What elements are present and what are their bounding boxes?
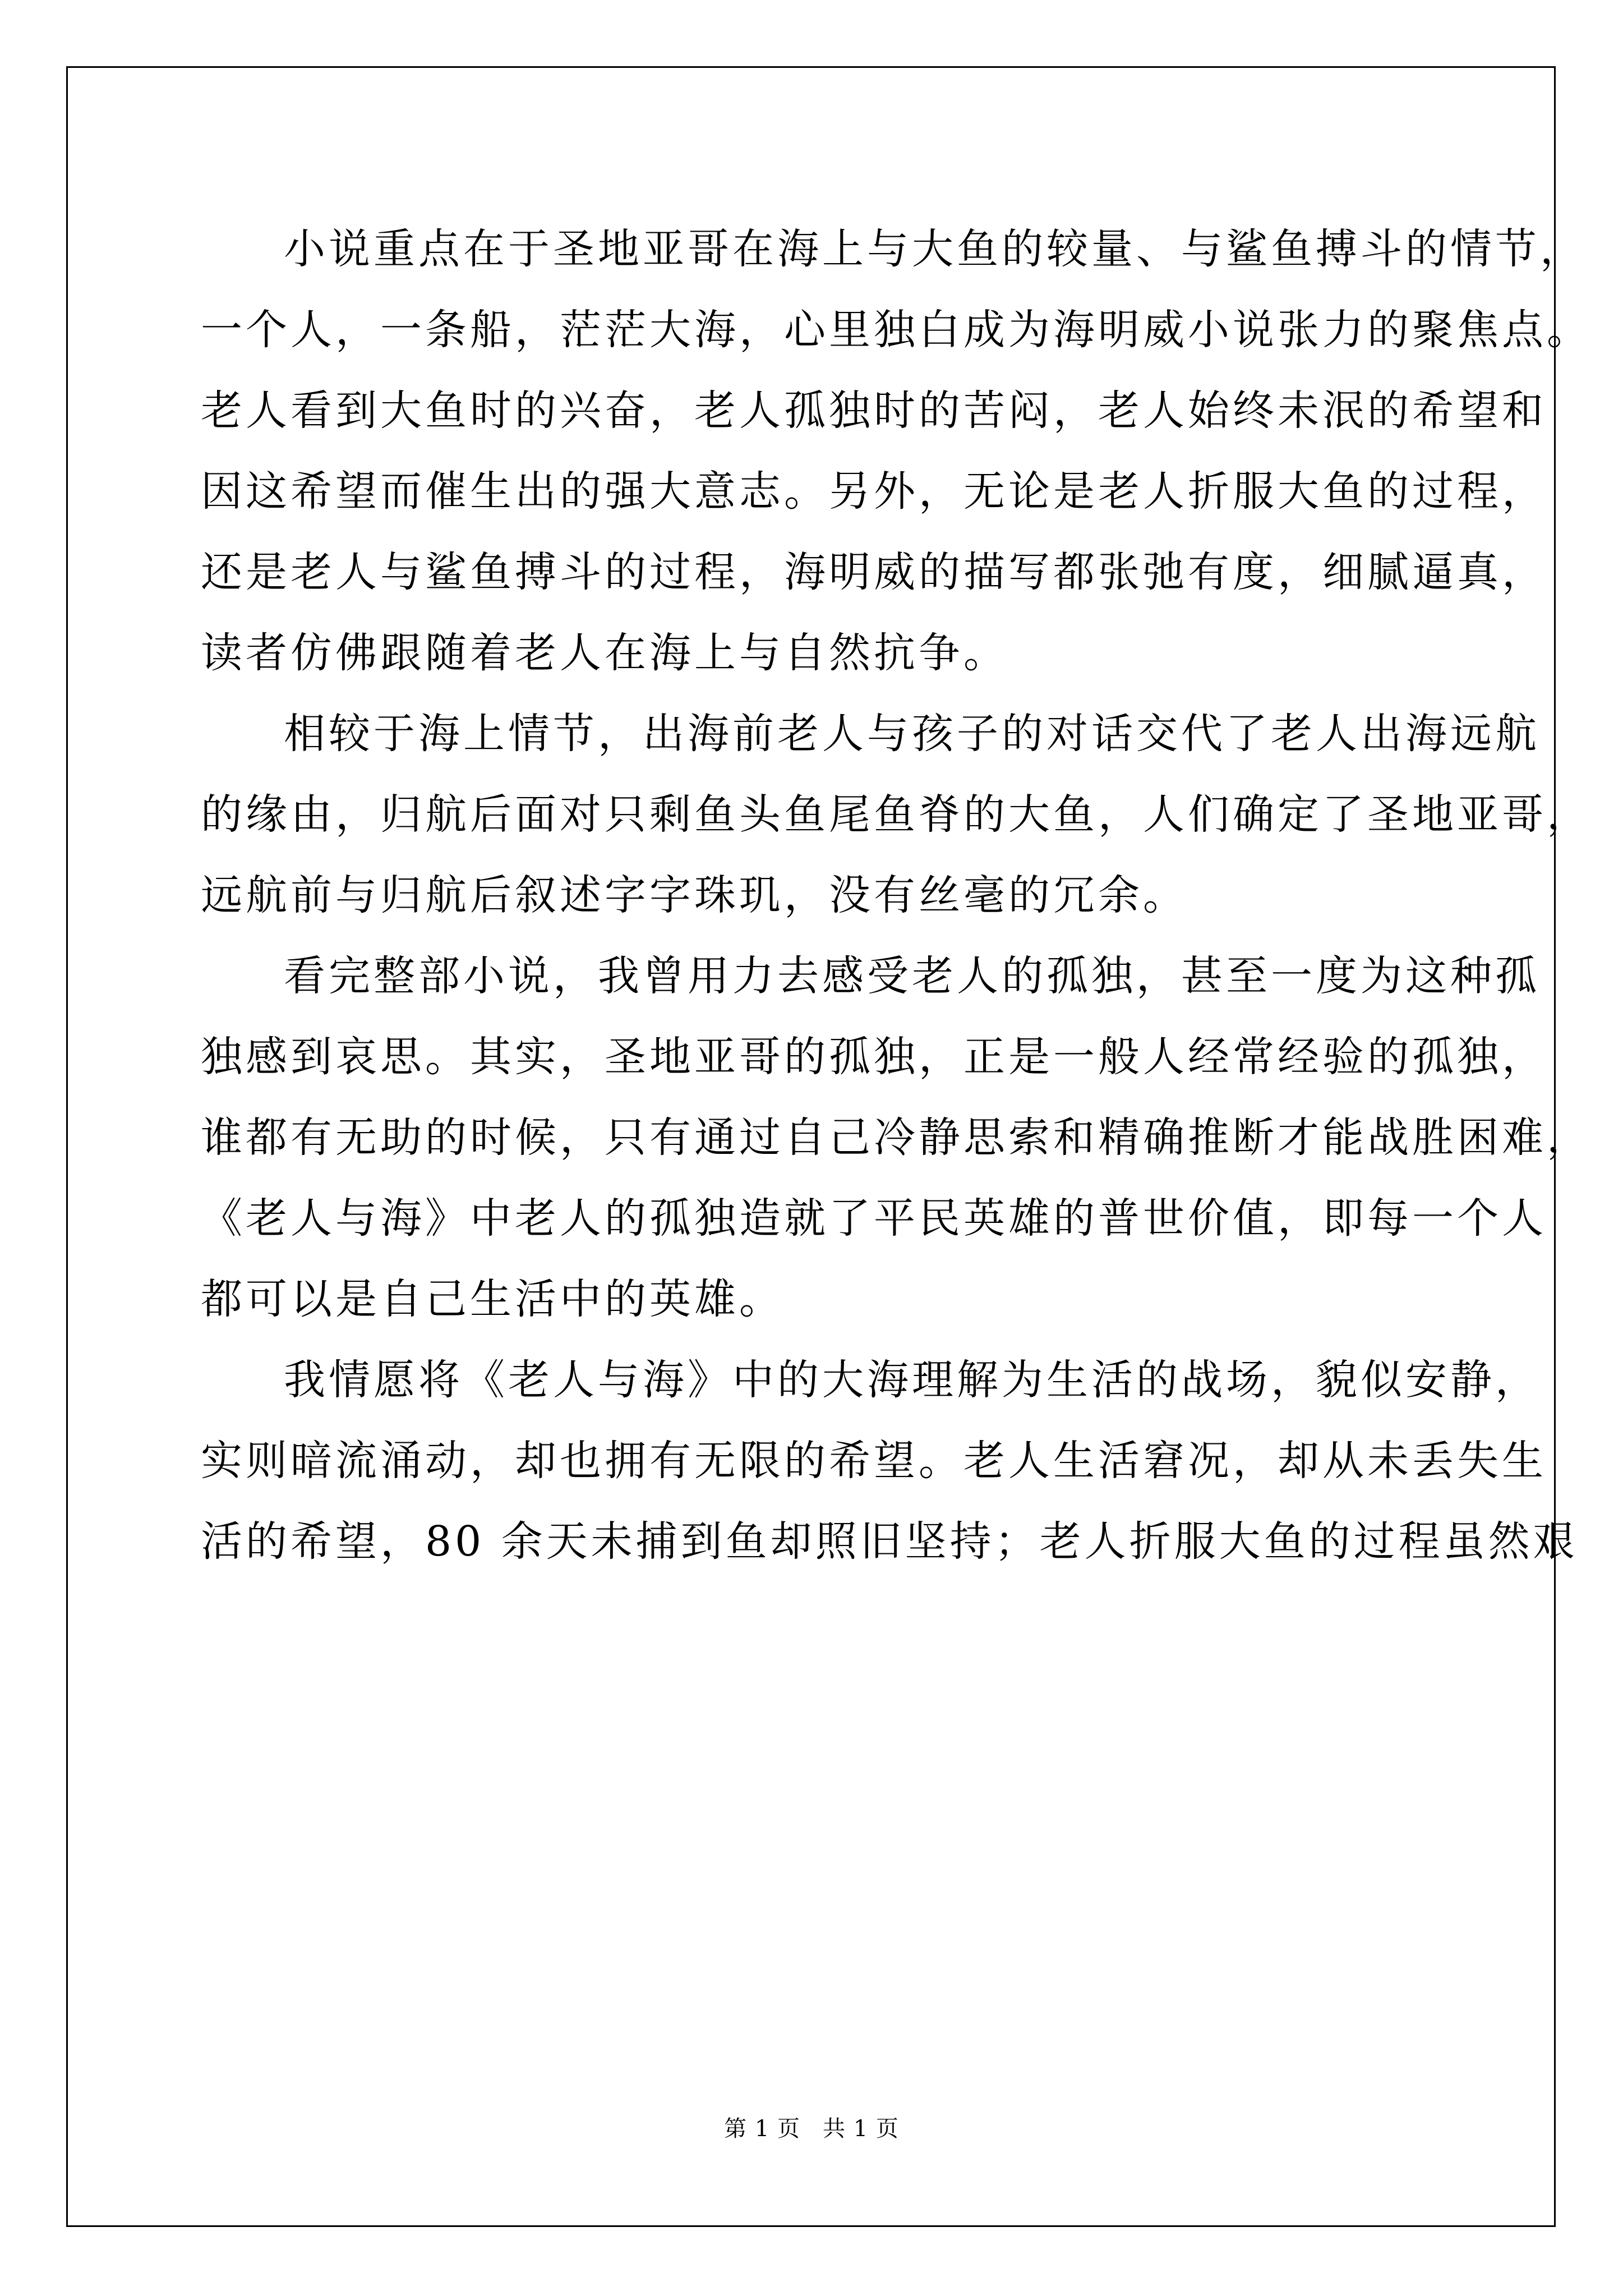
page-footer xyxy=(0,2112,1623,2146)
text-line: 的缘由，归航后面对只剩鱼头鱼尾鱼脊的大鱼，人们确定了圣地亚哥， xyxy=(201,790,1592,839)
text-line: 看完整部小说，我曾用力去感受老人的孤独，甚至一度为这种孤 xyxy=(284,952,1540,1000)
text-line: 实则暗流涌动，却也拥有无限的希望。老人生活窘况，却从未丢失生 xyxy=(201,1437,1547,1485)
text-line: 谁都有无助的时候，只有通过自己冷静思索和精确推断才能战胜困难， xyxy=(201,1114,1592,1162)
text-line: 相较于海上情节，出海前老人与孩子的对话交代了老人出海远航 xyxy=(284,710,1540,758)
text-line: 小说重点在于圣地亚哥在海上与大鱼的较量、与鲨鱼搏斗的情节， xyxy=(284,225,1585,273)
page-number-current: 第 1 页 xyxy=(724,2116,800,2142)
text-line: 读者仿佛跟随着老人在海上与自然抗争。 xyxy=(201,629,1008,677)
text-line: 还是老人与鲨鱼搏斗的过程，海明威的描写都张弛有度，细腻逼真， xyxy=(201,548,1547,596)
document-body xyxy=(201,209,1592,1582)
text-line: 《老人与海》中老人的孤独造就了平民英雄的普世价值，即每一个人 xyxy=(201,1194,1547,1243)
text-line: 一个人，一条船，茫茫大海，心里独白成为海明威小说张力的聚焦点。 xyxy=(201,306,1592,354)
text-line: 都可以是自己生活中的英雄。 xyxy=(201,1275,784,1323)
text-line: 活的希望，80 余天未捕到鱼却照旧坚持；老人折服大鱼的过程虽然艰 xyxy=(201,1517,1578,1566)
text-line: 我情愿将《老人与海》中的大海理解为生活的战场，貌似安静， xyxy=(284,1356,1540,1404)
text-line: 老人看到大鱼时的兴奋，老人孤独时的苦闷，老人始终未泯的希望和 xyxy=(201,386,1547,435)
text-line: 独感到哀思。其实，圣地亚哥的孤独，正是一般人经常经验的孤独， xyxy=(201,1033,1547,1081)
text-line: 因这希望而催生出的强大意志。另外，无论是老人折服大鱼的过程， xyxy=(201,467,1547,516)
page-number-total: 共 1 页 xyxy=(823,2116,899,2142)
text-line: 远航前与归航后叙述字字珠玑，没有丝毫的冗余。 xyxy=(201,871,1188,919)
